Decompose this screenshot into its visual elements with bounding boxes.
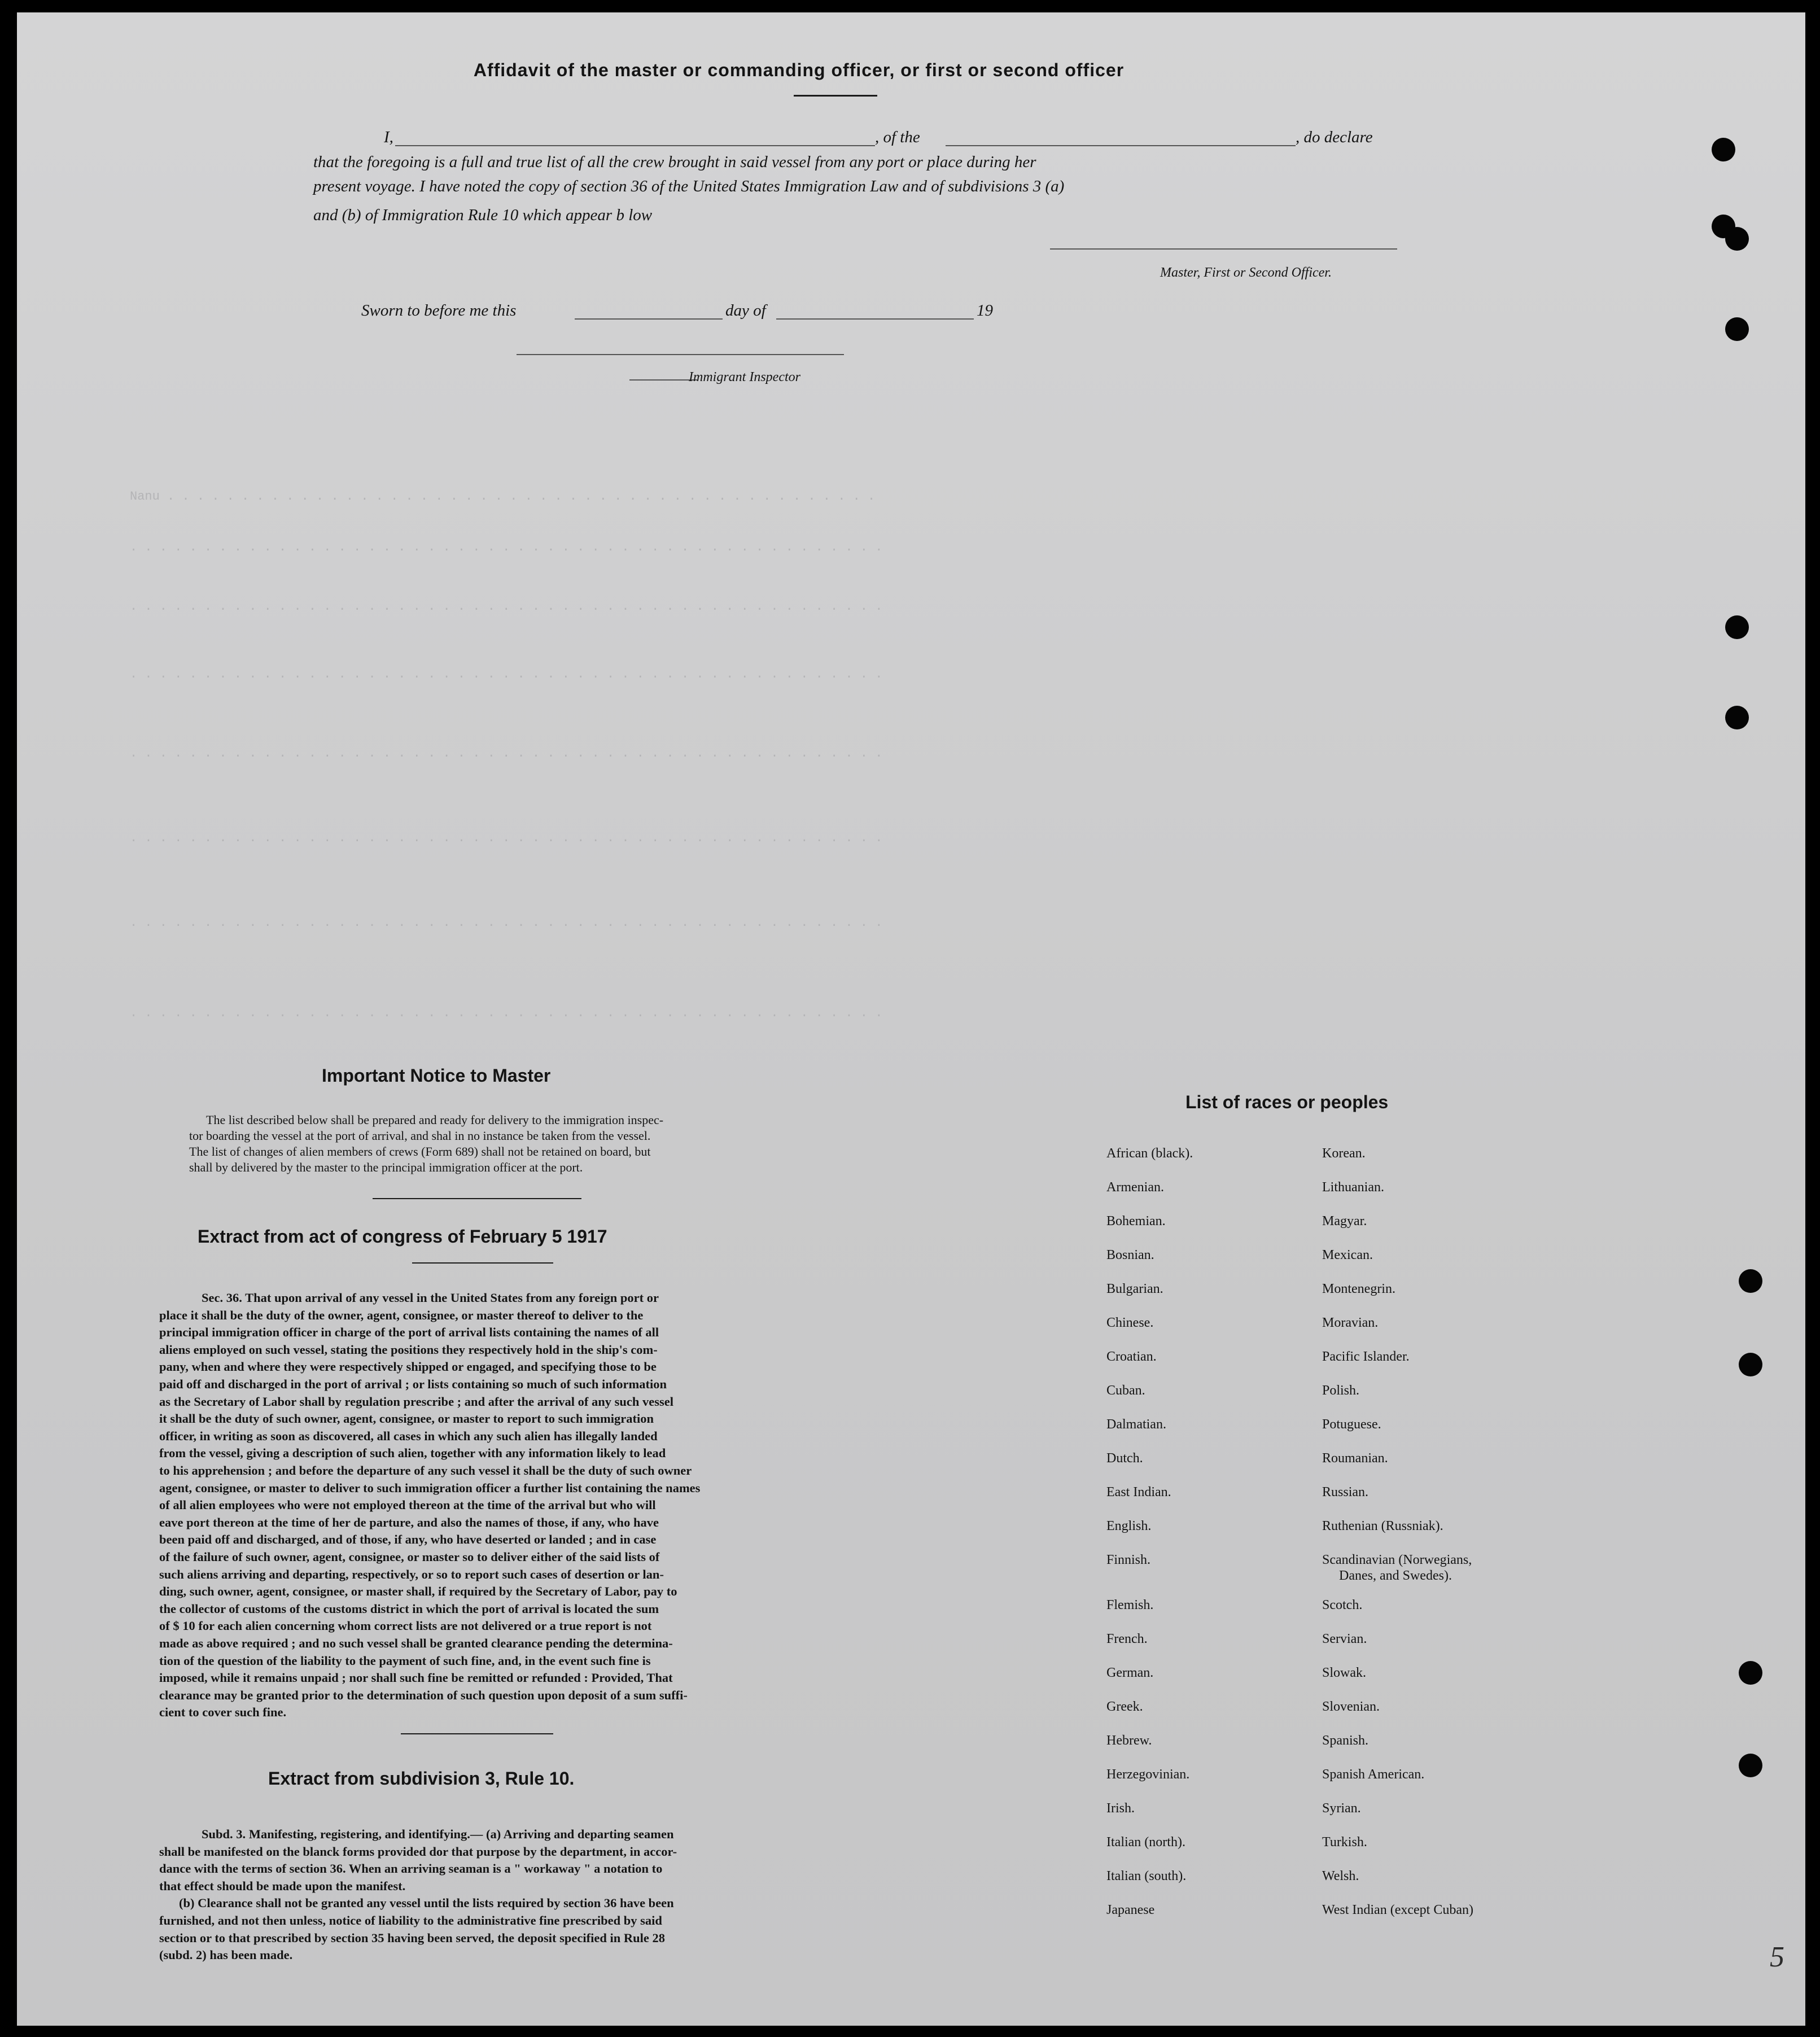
race-item: Italian (south).	[1106, 1869, 1187, 1883]
bleed-text: . . . . . . . . . . . . . . . . . . . . . . . . . . . . . . . . . . . . . . . . . . . . . . . . . . .	[130, 600, 883, 614]
act-line: from the vessel, giving a description of such alien, together with any information likely to lead	[159, 1446, 666, 1461]
act-title-underline	[412, 1262, 553, 1264]
section-divider	[401, 1733, 553, 1734]
races-left-column	[1106, 1146, 1344, 1925]
race-item: West Indian (except Cuban)	[1322, 1903, 1473, 1917]
act-line: of the failure of such owner, agent, consignee, or master so to deliver either of the said lists of	[159, 1550, 660, 1564]
act-line: paid off and discharged in the port of arrival ; or lists containing so much of such information	[159, 1377, 667, 1391]
year-label: 19	[977, 301, 993, 320]
act-line: imposed, while it remains unpaid ; nor shall such fine be remitted or refunded : Provided, That	[159, 1671, 673, 1685]
affidavit-title: Affidavit of the master or commanding officer, or first or second officer	[473, 60, 1125, 80]
race-item: Potuguese.	[1322, 1417, 1381, 1432]
sworn-label: Sworn to before me this	[361, 301, 517, 320]
act-line: as the Secretary of Labor shall by regulation prescribe ; and after the arrival of any such vessel	[159, 1394, 673, 1409]
act-line: aliens employed on such vessel, stating the positions they respectively hold in the ship's com-	[159, 1342, 658, 1357]
punch-hole	[1725, 317, 1749, 341]
act-line: pany, when and where they were respectively shipped or engaged, and specifying those to be	[159, 1360, 657, 1374]
notice-line: tor boarding the vessel at the port of arrival, and shal in no instance be taken from the vessel.	[189, 1129, 651, 1143]
notice-title: Important Notice to Master	[322, 1065, 551, 1086]
affidavit-line-2: that the foregoing is a full and true list of all the crew brought in said vessel from any port or place during her	[313, 153, 1036, 171]
month-blank	[776, 318, 974, 320]
act-line: clearance may be granted prior to the determination of such question upon deposit of a sum suffi-	[159, 1688, 688, 1702]
notice-line: The list of changes of alien members of crews (Form 689) shall not be retained on board, but	[189, 1144, 651, 1159]
punch-hole	[1725, 706, 1749, 729]
act-line: principal immigration officer in charge of the port of arrival lists containing the names of all	[159, 1325, 659, 1340]
act-line: eave port thereon at the time of her de parture, and also the names of those, if any, who have	[159, 1515, 659, 1529]
act-line: tion of the question of the liability to the payment of such fine, and, in the event such fine is	[159, 1653, 651, 1668]
bleed-text: . . . . . . . . . . . . . . . . . . . . . . . . . . . . . . . . . . . . . . . . . . . . . . . . . . .	[130, 746, 883, 760]
race-item: Spanish.	[1322, 1733, 1369, 1748]
act-line: Sec. 36. That upon arrival of any vessel in the United States from any foreign port or	[202, 1291, 659, 1305]
race-item: Polish.	[1322, 1383, 1360, 1398]
act-line: it shall be the duty of such owner, agent, consignee, or master to report to such immigration	[159, 1411, 654, 1426]
race-item: Scotch.	[1322, 1598, 1363, 1612]
act-line: such aliens arriving and departing, respectively, or so to report such cases of desertion or lan-	[159, 1567, 664, 1581]
act-line: made as above required ; and no such vessel shall be granted clearance pending the determina-	[159, 1636, 673, 1650]
race-item: Flemish.	[1106, 1598, 1154, 1612]
bleed-text: . . . . . . . . . . . . . . . . . . . . . . . . . . . . . . . . . . . . . . . . . . . . . . . . . . .	[130, 540, 883, 554]
race-item: English.	[1106, 1519, 1152, 1533]
act-line: ding, such owner, agent, consignee, or master shall, if required by the Secretary of Labor, pay to	[159, 1584, 677, 1599]
race-item: Lithuanian.	[1322, 1180, 1384, 1195]
race-item: Pacific Islander.	[1322, 1349, 1410, 1364]
rule-title: Extract from subdivision 3, Rule 10.	[268, 1768, 575, 1789]
race-item: Greek.	[1106, 1699, 1143, 1714]
signature-line	[1050, 248, 1397, 250]
race-item: Italian (north).	[1106, 1835, 1185, 1850]
race-item: French.	[1106, 1632, 1148, 1646]
title-underline	[794, 95, 877, 97]
race-item: Spanish American.	[1322, 1767, 1425, 1782]
punch-hole	[1739, 1353, 1762, 1376]
rule-line: section or to that prescribed by section 35 having been served, the deposit specified in Rule 28	[159, 1930, 666, 1945]
act-line: officer, in writing as soon as discovered, all cases in which any such alien has illegally landed	[159, 1428, 658, 1443]
affidavit-line-3: present voyage. I have noted the copy of section 36 of the United States Immigration Law and of subdivisions 3 (a)	[313, 177, 1065, 195]
act-body	[159, 1289, 825, 1741]
race-item: Dalmatian.	[1106, 1417, 1166, 1432]
race-item: Armenian.	[1106, 1180, 1164, 1195]
race-item: Mexican.	[1322, 1248, 1373, 1262]
affidavit-declare: , do declare	[1296, 128, 1373, 146]
bleed-text: . . . . . . . . . . . . . . . . . . . . . . . . . . . . . . . . . . . . . . . . . . . . . . . . . . .	[130, 831, 883, 845]
race-item: Croatian.	[1106, 1349, 1157, 1364]
race-item: Irish.	[1106, 1801, 1135, 1816]
rule-line: dance with the terms of section 36. When an arriving seaman is a " workaway " a notation to	[159, 1861, 663, 1876]
affidavit-i: I,	[384, 128, 393, 146]
section-divider	[373, 1198, 581, 1199]
races-right-column	[1322, 1146, 1604, 1925]
bleed-text: . . . . . . . . . . . . . . . . . . . . . . . . . . . . . . . . . . . . . . . . . . . . . . . . . . .	[130, 667, 883, 681]
notice-body	[189, 1112, 810, 1197]
rule-body	[159, 1826, 825, 1973]
vessel-blank	[946, 145, 1296, 146]
affidavit-of-the: , of the	[875, 128, 920, 146]
day-blank	[575, 318, 723, 320]
race-item: German.	[1106, 1666, 1154, 1680]
punch-hole	[1712, 138, 1735, 161]
name-blank	[395, 145, 875, 146]
race-item: East Indian.	[1106, 1485, 1171, 1500]
document-page	[17, 12, 1805, 2026]
rule-line: shall be manifested on the blanck forms provided dor that purpose by the department, in accor-	[159, 1844, 677, 1859]
race-item: Slowak.	[1322, 1666, 1366, 1680]
race-item: Moravian.	[1322, 1315, 1379, 1330]
race-item: Ruthenian (Russniak).	[1322, 1519, 1443, 1533]
race-item: Bosnian.	[1106, 1248, 1154, 1262]
act-title: Extract from act of congress of February 5 1917	[198, 1226, 607, 1247]
races-title: List of races or peoples	[1185, 1092, 1389, 1112]
race-item: Korean.	[1322, 1146, 1366, 1161]
race-item: Syrian.	[1322, 1801, 1361, 1816]
punch-hole	[1739, 1269, 1762, 1293]
race-item: Russian.	[1322, 1485, 1369, 1500]
race-item: Montenegrin.	[1322, 1282, 1395, 1296]
act-line: the collector of customs of the customs district in which the port of arrival is located the sum	[159, 1601, 659, 1616]
affidavit-line-4: and (b) of Immigration Rule 10 which appear b low	[313, 206, 653, 224]
race-item: Roumanian.	[1322, 1451, 1388, 1466]
act-line: place it shall be the duty of the owner, agent, consignee, or master thereof to deliver to the	[159, 1308, 644, 1322]
rule-line: furnished, and not then unless, notice of liability to the administrative fine prescribed by said	[159, 1913, 662, 1927]
race-item: Finnish.	[1106, 1553, 1151, 1567]
race-item: Turkish.	[1322, 1835, 1367, 1850]
punch-hole	[1739, 1754, 1762, 1777]
sworn-line	[361, 301, 1095, 324]
act-line: agent, consignee, or master to deliver to such immigration officer a further list containing the names	[159, 1480, 701, 1495]
act-line: of $ 10 for each alien concerning whom correct lists are not delivered or a true report is not	[159, 1619, 652, 1633]
act-line: been paid off and discharged, and of those, if any, who have deserted or landed ; and in case	[159, 1532, 657, 1547]
inspector-caption: Immigrant Inspector	[689, 370, 800, 384]
bleed-text: Nanu . . . . . . . . . . . . . . . . . . . . . . . . . . . . . . . . . . . . . . . . . . . . . . . .	[130, 489, 876, 504]
notice-line: shall by delivered by the master to the principal immigration officer at the port.	[189, 1160, 583, 1174]
inspector-signature-line	[517, 354, 844, 355]
act-line: cient to cover such fine.	[159, 1705, 287, 1720]
race-item-continuation: Danes, and Swedes).	[1339, 1568, 1452, 1583]
race-item: Dutch.	[1106, 1451, 1143, 1466]
punch-hole	[1725, 227, 1749, 251]
race-item: Welsh.	[1322, 1869, 1359, 1883]
inspector-dash	[629, 379, 697, 381]
race-item: Hebrew.	[1106, 1733, 1152, 1748]
race-item: Cuban.	[1106, 1383, 1145, 1398]
race-item: Magyar.	[1322, 1214, 1367, 1229]
punch-hole	[1725, 615, 1749, 639]
race-item: Herzegovinian.	[1106, 1767, 1190, 1782]
day-of-label: day of	[725, 301, 766, 320]
bleed-text: . . . . . . . . . . . . . . . . . . . . . . . . . . . . . . . . . . . . . . . . . . . . . . . . . . .	[130, 1006, 883, 1020]
signature-caption: Master, First or Second Officer.	[1160, 265, 1332, 280]
race-item: Chinese.	[1106, 1315, 1154, 1330]
punch-hole	[1739, 1661, 1762, 1685]
rule-line: that effect should be made upon the manifest.	[159, 1878, 406, 1893]
act-line: to his apprehension ; and before the departure of any such vessel it shall be the duty of such owner	[159, 1463, 692, 1478]
race-item: Slovenian.	[1322, 1699, 1380, 1714]
notice-line: The list described below shall be prepared and ready for delivery to the immigration inspec-	[206, 1113, 664, 1127]
race-item: Servian.	[1322, 1632, 1367, 1646]
race-item: African (black).	[1106, 1146, 1193, 1161]
page-number: 5	[1770, 1941, 1784, 1973]
race-item: Scandinavian (Norwegians,	[1322, 1553, 1472, 1567]
race-item: Bulgarian.	[1106, 1282, 1163, 1296]
rule-line: Subd. 3. Manifesting, registering, and identifying.— (a) Arriving and departing seamen	[202, 1827, 674, 1841]
race-item: Japanese	[1106, 1903, 1155, 1917]
act-line: of all alien employees who were not employed thereon at the time of the arrival but who will	[159, 1498, 656, 1513]
bleed-text: . . . . . . . . . . . . . . . . . . . . . . . . . . . . . . . . . . . . . . . . . . . . . . . . . . .	[130, 916, 883, 930]
race-item: Bohemian.	[1106, 1214, 1166, 1229]
rule-line: (subd. 2) has been made.	[159, 1948, 293, 1962]
rule-line: (b) Clearance shall not be granted any vessel until the lists required by section 36 have been	[179, 1896, 674, 1911]
affidavit-line-1	[316, 128, 1445, 151]
